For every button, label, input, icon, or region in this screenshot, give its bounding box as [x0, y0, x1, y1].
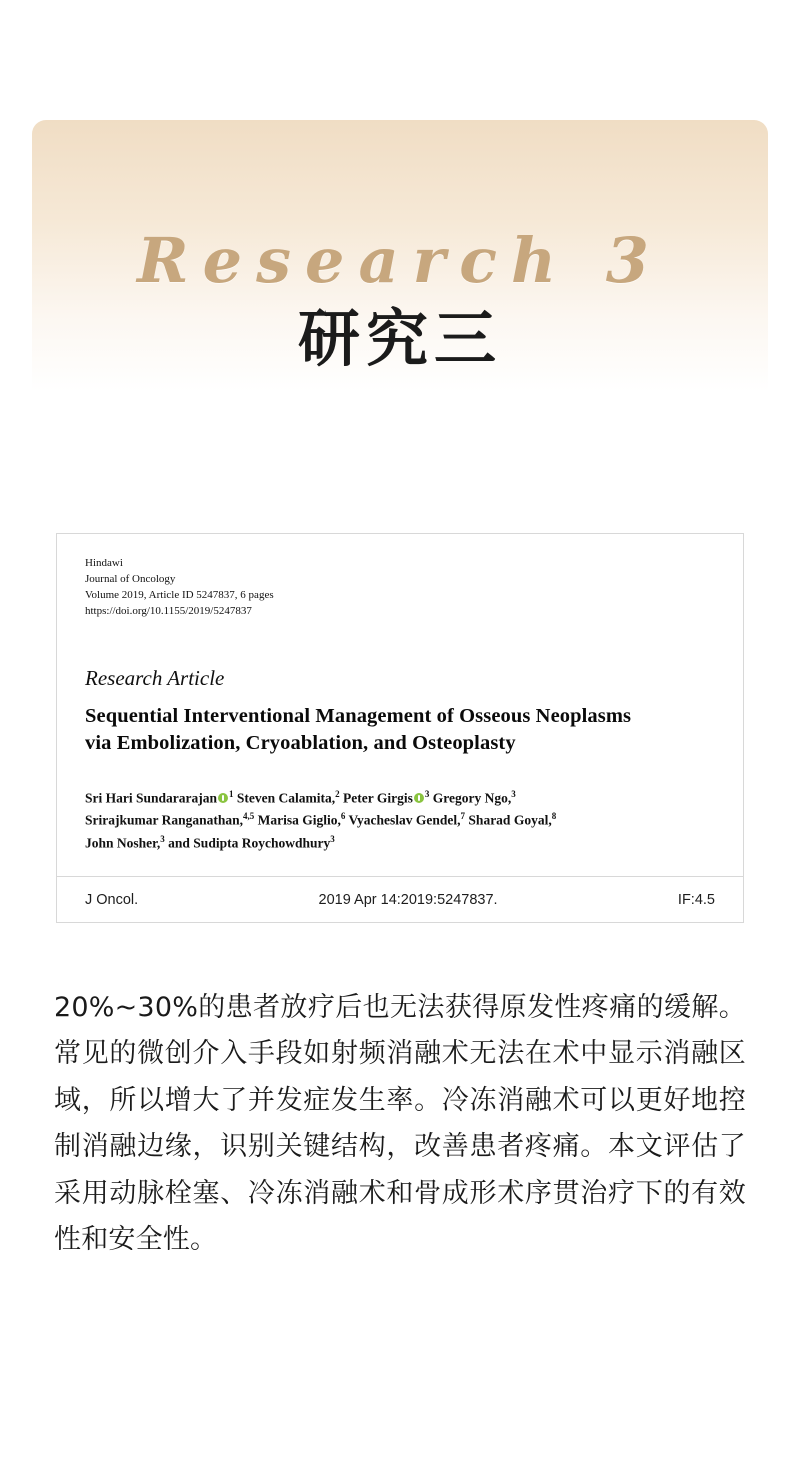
orcid-icon[interactable]	[218, 793, 228, 803]
masthead-publisher: Hindawi	[85, 557, 123, 569]
author-name: Sri Hari Sundararajan	[85, 790, 218, 806]
author-affiliation-marker: 3	[330, 833, 335, 844]
masthead-journal: Journal of Oncology	[85, 572, 176, 585]
citation-label: 2019 Apr 14:2019:5247837.	[318, 891, 498, 908]
impact-factor-label: IF:4.5	[677, 891, 715, 908]
author-affiliation-marker: 1	[229, 788, 234, 799]
summary-paragraph: 20%~30%的患者放疗后也无法获得原发性疼痛的缓解。常见的微创介入手段如射频消融术无法在术中显示消融区域，所以增大了并发症发生率。冷冻消融术可以更好地控制消融边缘，识别关键结构，改善患者疼痛。本文评估了采用动脉栓塞、冷冻消融术和骨成形术序贯治疗下的有效性和安全性。	[54, 992, 746, 1256]
article-type-label: Research Article	[85, 665, 225, 690]
banner-chinese-title: 研究三	[297, 302, 502, 375]
author-affiliation-marker: 8	[551, 811, 557, 822]
article-card	[56, 533, 744, 923]
author-name: John Nosher,	[85, 835, 161, 851]
author-name: Vyacheslav Gendel,	[345, 812, 461, 828]
author-name: Gregory Ngo,	[429, 790, 512, 806]
masthead-volume: Volume 2019, Article ID 5247837, 6 pages	[85, 588, 274, 601]
author-affiliation-marker: 3	[511, 788, 516, 799]
journal-masthead	[85, 556, 715, 620]
author-name: Marisa Giglio,	[254, 812, 341, 828]
author-affiliation-marker: 3	[424, 788, 430, 799]
banner-script-title: Research 3	[137, 224, 663, 297]
author-name: and Sudipta Roychowdhury	[164, 835, 331, 851]
article-title-line-2: via Embolization, Cryoablation, and Osteoplasty	[85, 731, 516, 754]
author-name: Srirajkumar Ranganathan,	[85, 812, 244, 828]
author-affiliation-marker: 6	[340, 811, 346, 822]
orcid-icon[interactable]	[414, 793, 424, 803]
article-title	[85, 703, 715, 757]
author-name: Peter Girgis	[339, 790, 413, 806]
author-line-1	[85, 787, 715, 809]
article-card-body	[57, 534, 743, 854]
author-affiliation-marker: 2	[335, 788, 340, 799]
masthead-doi: https://doi.org/10.1155/2019/5247837	[85, 604, 252, 617]
author-affiliation-marker: 4,5	[243, 811, 255, 822]
author-line-3	[85, 832, 715, 854]
journal-abbrev-label: J Oncol.	[85, 891, 139, 908]
author-affiliation-marker: 3	[160, 833, 165, 844]
article-title-line-1: Sequential Interventional Management of Osseous Neoplasms	[85, 704, 632, 727]
author-affiliation-marker: 7	[460, 811, 466, 822]
research-banner	[32, 120, 768, 392]
author-name: Steven Calamita,	[233, 790, 336, 806]
article-card-footer	[57, 876, 743, 922]
author-list	[85, 787, 715, 854]
author-name: Sharad Goyal,	[465, 812, 552, 828]
author-line-2	[85, 809, 715, 831]
